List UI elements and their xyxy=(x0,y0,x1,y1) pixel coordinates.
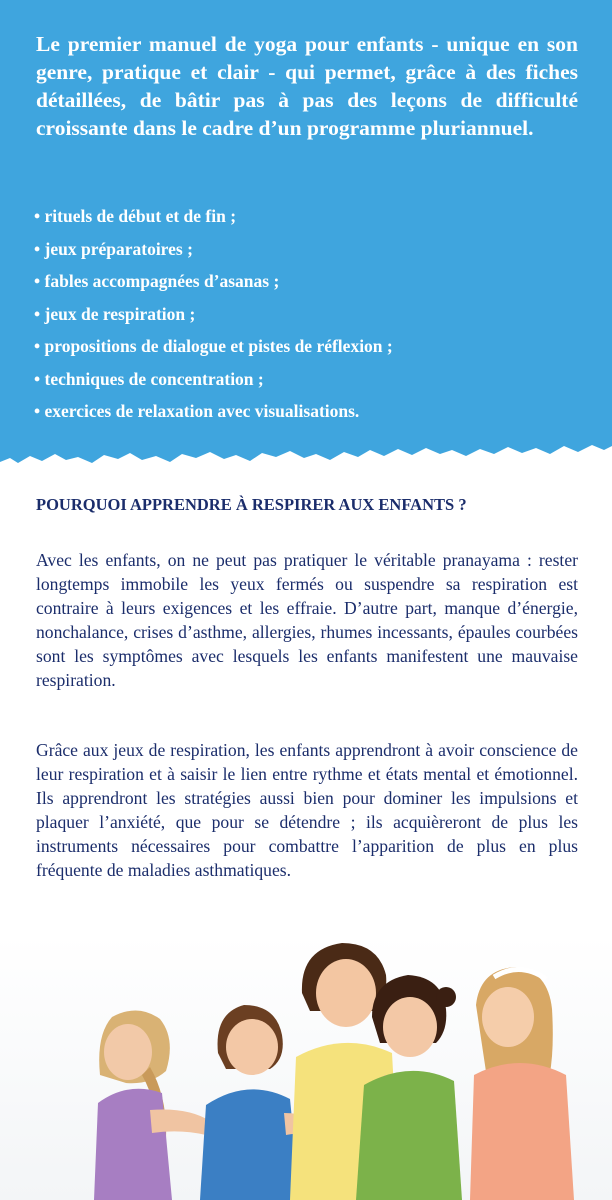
feature-item: • jeux de respiration ; xyxy=(34,298,594,331)
feature-item: • jeux préparatoires ; xyxy=(34,233,594,266)
torn-paper-edge xyxy=(0,436,612,476)
blue-banner xyxy=(0,0,612,470)
feature-list xyxy=(34,200,594,428)
body-paragraph: Avec les enfants, on ne peut pas pratiquer le véritable pranayama : rester longtemps immobile les yeux fermés ou suspendre sa respiration est contraire à leurs exigences et les effraie. D’autre part, manque d’énergie, nonchalance, crises d’asthme, allergies, rhumes incessants, épaules courbées sont les symptômes avec lesquels les enfants manifestent une mauvaise respiration. xyxy=(36,550,578,690)
body-paragraph: Grâce aux jeux de respiration, les enfants apprendront à avoir conscience de leur respiration et à saisir le lien entre rythme et états mental et émotionnel. Ils apprendront les stratégies aussi bien pour dominer les impulsions et plaquer l’anxiété, que pour se détendre ; ils acquièreront de plus les instruments nécessaires pour combattre l’apparition de plus en plus fréquente de maladies asthmatiques. xyxy=(36,740,578,880)
feature-item: • techniques de concentration ; xyxy=(34,363,594,396)
section-heading: POURQUOI APPRENDRE À RESPIRER AUX ENFANTS ? xyxy=(36,495,467,514)
intro-paragraph: Le premier manuel de yoga pour enfants - unique en son genre, pratique et clair - qui permet, grâce à des fiches détaillées, de bâtir pas à pas des leçons de difficulté croissante dans le cadre d’un programme pluriannuel. xyxy=(36,32,578,140)
feature-item: • rituels de début et de fin ; xyxy=(34,200,594,233)
feature-item: • fables accompagnées d’asanas ; xyxy=(34,265,594,298)
feature-item: • propositions de dialogue et pistes de réflexion ; xyxy=(34,330,594,363)
children-photo xyxy=(0,935,612,1200)
feature-item: • exercices de relaxation avec visualisations. xyxy=(34,395,594,428)
